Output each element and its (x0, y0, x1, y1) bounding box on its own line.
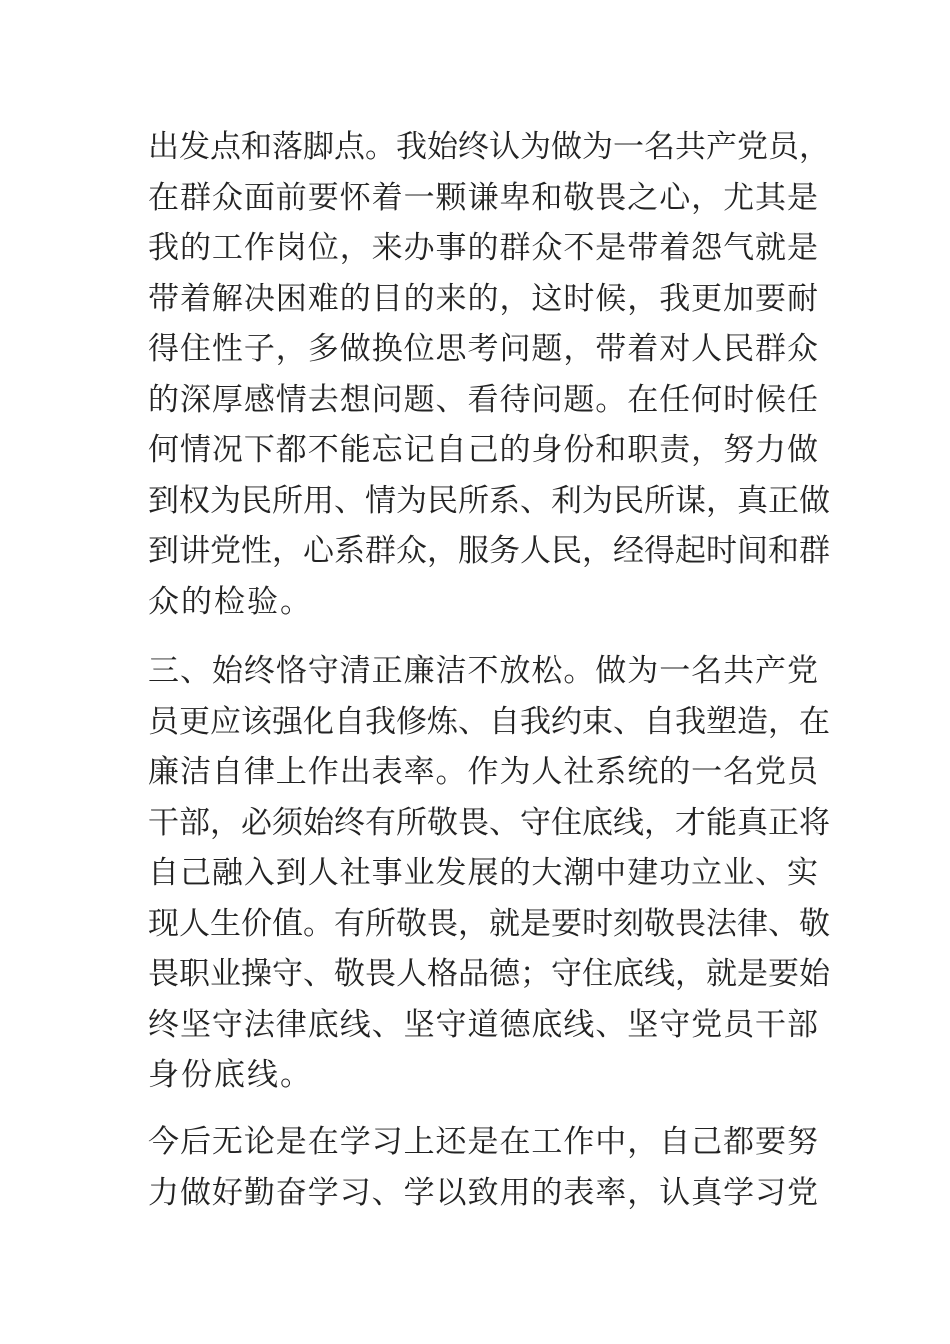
paragraph-3 (148, 1117, 818, 1218)
text-line: 我的工作岗位，来办事的群众不是带着怨气就是 (148, 230, 818, 266)
text-line: 廉洁自律上作出表率。作为人社系统的一名党员 (148, 754, 818, 790)
text-line: 的深厚感情去想问题、看待问题。在任何时候任 (148, 381, 818, 418)
text-line: 力做好勤奋学习、学以致用的表率，认真学习党 (148, 1174, 818, 1211)
text-line: 今后无论是在学习上还是在工作中，自己都要努 (148, 1124, 818, 1160)
text-line: 何情况下都不能忘记自己的身份和职责，努力做 (148, 432, 818, 468)
text-line: 到权为民所用、情为民所系、利为民所谋，真正做 (148, 482, 830, 519)
text-line: 现人生价值。有所敬畏，就是要时刻敬畏法律、敬 (148, 905, 830, 942)
paragraph-2 (148, 646, 830, 1101)
text-line: 得住性子，多做换位思考问题，带着对人民群众 (148, 331, 818, 367)
text-line: 干部，必须始终有所敬畏、守住底线，才能真正将 (148, 804, 830, 841)
text-line: 出发点和落脚点。我始终认为做为一名共产党员， (148, 129, 830, 165)
text-line: 终坚守法律底线、坚守道德底线、坚守党员干部 (148, 1006, 818, 1043)
text-line: 带着解决困难的目的来的，这时候，我更加要耐 (148, 280, 818, 317)
text-line: 到讲党性，心系群众，服务人民，经得起时间和群 (148, 533, 830, 569)
text-line: 畏职业操守、敬畏人格品德；守住底线，就是要始 (148, 956, 830, 992)
text-line: 三、始终恪守清正廉洁不放松。做为一名共产党 (148, 653, 818, 689)
paragraph-1 (148, 122, 830, 627)
text-line: 在群众面前要怀着一颗谦卑和敬畏之心，尤其是 (148, 179, 818, 216)
text-line: 自己融入到人社事业发展的大潮中建功立业、实 (148, 855, 818, 891)
text-line: 众的检验。 (148, 583, 313, 620)
text-line: 员更应该强化自我修炼、自我约束、自我塑造，在 (148, 703, 830, 740)
text-line: 身份底线。 (148, 1057, 313, 1093)
